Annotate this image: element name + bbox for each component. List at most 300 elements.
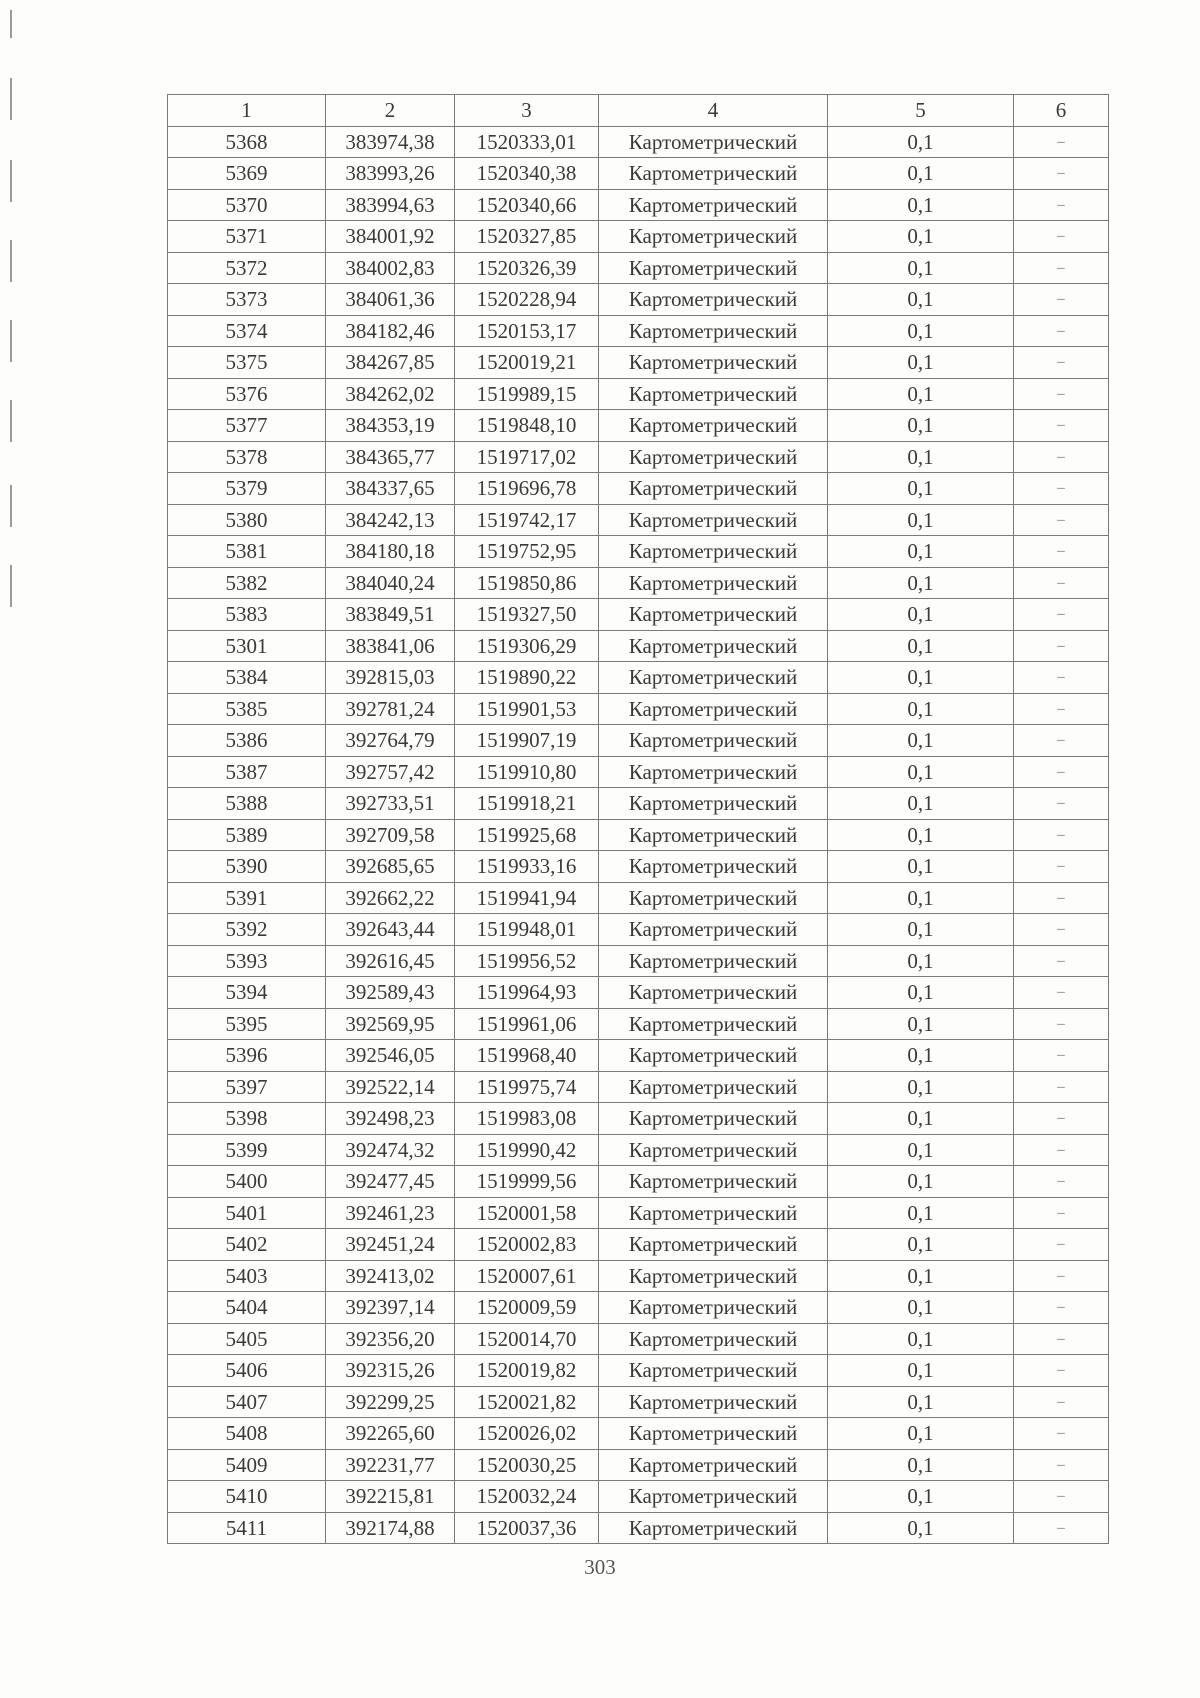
note-cell: –: [1014, 599, 1109, 631]
table-row: [168, 221, 1109, 253]
x-coordinate-cell: 392215,81: [326, 1481, 455, 1513]
method-cell: Картометрический: [599, 378, 828, 410]
table-row: [168, 315, 1109, 347]
accuracy-cell: 0,1: [828, 284, 1014, 316]
y-coordinate-cell: 1519948,01: [455, 914, 599, 946]
method-cell: Картометрический: [599, 126, 828, 158]
point-number-cell: 5403: [168, 1260, 326, 1292]
note-cell: –: [1014, 819, 1109, 851]
point-number-cell: 5392: [168, 914, 326, 946]
x-coordinate-cell: 384182,46: [326, 315, 455, 347]
x-coordinate-cell: 392781,24: [326, 693, 455, 725]
table-row: [168, 1008, 1109, 1040]
x-coordinate-cell: 392662,22: [326, 882, 455, 914]
method-cell: Картометрический: [599, 1481, 828, 1513]
point-number-cell: 5401: [168, 1197, 326, 1229]
table-row: [168, 1512, 1109, 1544]
y-coordinate-cell: 1519696,78: [455, 473, 599, 505]
point-number-cell: 5410: [168, 1481, 326, 1513]
point-number-cell: 5397: [168, 1071, 326, 1103]
x-coordinate-cell: 392498,23: [326, 1103, 455, 1135]
table-row: [168, 1071, 1109, 1103]
accuracy-cell: 0,1: [828, 315, 1014, 347]
point-number-cell: 5404: [168, 1292, 326, 1324]
accuracy-cell: 0,1: [828, 1071, 1014, 1103]
method-cell: Картометрический: [599, 158, 828, 190]
table-row: [168, 1418, 1109, 1450]
accuracy-cell: 0,1: [828, 1418, 1014, 1450]
x-coordinate-cell: 384001,92: [326, 221, 455, 253]
column-header: 2: [326, 95, 455, 127]
method-cell: Картометрический: [599, 945, 828, 977]
table-row: [168, 1386, 1109, 1418]
table-row: [168, 882, 1109, 914]
note-cell: –: [1014, 410, 1109, 442]
table-row: [168, 819, 1109, 851]
table-row: [168, 536, 1109, 568]
accuracy-cell: 0,1: [828, 1481, 1014, 1513]
accuracy-cell: 0,1: [828, 851, 1014, 883]
accuracy-cell: 0,1: [828, 819, 1014, 851]
x-coordinate-cell: 392474,32: [326, 1134, 455, 1166]
y-coordinate-cell: 1520340,38: [455, 158, 599, 190]
accuracy-cell: 0,1: [828, 126, 1014, 158]
accuracy-cell: 0,1: [828, 725, 1014, 757]
y-coordinate-cell: 1519752,95: [455, 536, 599, 568]
point-number-cell: 5406: [168, 1355, 326, 1387]
accuracy-cell: 0,1: [828, 473, 1014, 505]
method-cell: Картометрический: [599, 1071, 828, 1103]
note-cell: –: [1014, 504, 1109, 536]
accuracy-cell: 0,1: [828, 410, 1014, 442]
y-coordinate-cell: 1520021,82: [455, 1386, 599, 1418]
point-number-cell: 5395: [168, 1008, 326, 1040]
point-number-cell: 5396: [168, 1040, 326, 1072]
scan-edge-mark: [10, 160, 12, 202]
y-coordinate-cell: 1520007,61: [455, 1260, 599, 1292]
x-coordinate-cell: 392643,44: [326, 914, 455, 946]
table-row: [168, 378, 1109, 410]
y-coordinate-cell: 1519941,94: [455, 882, 599, 914]
point-number-cell: 5372: [168, 252, 326, 284]
accuracy-cell: 0,1: [828, 189, 1014, 221]
method-cell: Картометрический: [599, 189, 828, 221]
note-cell: –: [1014, 1166, 1109, 1198]
table-header-row: [168, 95, 1109, 127]
column-header: 5: [828, 95, 1014, 127]
y-coordinate-cell: 1519975,74: [455, 1071, 599, 1103]
point-number-cell: 5399: [168, 1134, 326, 1166]
method-cell: Картометрический: [599, 221, 828, 253]
method-cell: Картометрический: [599, 347, 828, 379]
note-cell: –: [1014, 630, 1109, 662]
page-number: 303: [584, 1555, 616, 1579]
point-number-cell: 5369: [168, 158, 326, 190]
x-coordinate-cell: 392815,03: [326, 662, 455, 694]
table-body: [168, 126, 1109, 1544]
accuracy-cell: 0,1: [828, 977, 1014, 1009]
point-number-cell: 5394: [168, 977, 326, 1009]
point-number-cell: 5400: [168, 1166, 326, 1198]
y-coordinate-cell: 1520340,66: [455, 189, 599, 221]
y-coordinate-cell: 1520019,21: [455, 347, 599, 379]
point-number-cell: 5385: [168, 693, 326, 725]
point-number-cell: 5398: [168, 1103, 326, 1135]
accuracy-cell: 0,1: [828, 378, 1014, 410]
point-number-cell: 5387: [168, 756, 326, 788]
point-number-cell: 5373: [168, 284, 326, 316]
accuracy-cell: 0,1: [828, 914, 1014, 946]
method-cell: Картометрический: [599, 1355, 828, 1387]
method-cell: Картометрический: [599, 410, 828, 442]
y-coordinate-cell: 1519848,10: [455, 410, 599, 442]
method-cell: Картометрический: [599, 1260, 828, 1292]
point-number-cell: 5381: [168, 536, 326, 568]
point-number-cell: 5383: [168, 599, 326, 631]
note-cell: –: [1014, 851, 1109, 883]
note-cell: –: [1014, 1260, 1109, 1292]
y-coordinate-cell: 1520030,25: [455, 1449, 599, 1481]
accuracy-cell: 0,1: [828, 1449, 1014, 1481]
point-number-cell: 5379: [168, 473, 326, 505]
table-row: [168, 599, 1109, 631]
y-coordinate-cell: 1520326,39: [455, 252, 599, 284]
point-number-cell: 5407: [168, 1386, 326, 1418]
x-coordinate-cell: 392569,95: [326, 1008, 455, 1040]
note-cell: –: [1014, 788, 1109, 820]
method-cell: Картометрический: [599, 1103, 828, 1135]
method-cell: Картометрический: [599, 914, 828, 946]
accuracy-cell: 0,1: [828, 1323, 1014, 1355]
method-cell: Картометрический: [599, 1134, 828, 1166]
note-cell: –: [1014, 1071, 1109, 1103]
y-coordinate-cell: 1519999,56: [455, 1166, 599, 1198]
y-coordinate-cell: 1519742,17: [455, 504, 599, 536]
method-cell: Картометрический: [599, 882, 828, 914]
column-header: 4: [599, 95, 828, 127]
table-row: [168, 914, 1109, 946]
x-coordinate-cell: 392413,02: [326, 1260, 455, 1292]
accuracy-cell: 0,1: [828, 1355, 1014, 1387]
x-coordinate-cell: 392451,24: [326, 1229, 455, 1261]
note-cell: –: [1014, 567, 1109, 599]
table-row: [168, 788, 1109, 820]
method-cell: Картометрический: [599, 788, 828, 820]
note-cell: –: [1014, 1418, 1109, 1450]
x-coordinate-cell: 392589,43: [326, 977, 455, 1009]
note-cell: –: [1014, 1292, 1109, 1324]
y-coordinate-cell: 1519933,16: [455, 851, 599, 883]
table-row: [168, 252, 1109, 284]
table-row: [168, 725, 1109, 757]
method-cell: Картометрический: [599, 1386, 828, 1418]
table-row: [168, 756, 1109, 788]
point-number-cell: 5384: [168, 662, 326, 694]
method-cell: Картометрический: [599, 1229, 828, 1261]
x-coordinate-cell: 384040,24: [326, 567, 455, 599]
column-header: 3: [455, 95, 599, 127]
note-cell: –: [1014, 252, 1109, 284]
table-row: [168, 1040, 1109, 1072]
note-cell: –: [1014, 882, 1109, 914]
note-cell: –: [1014, 1449, 1109, 1481]
table-row: [168, 945, 1109, 977]
accuracy-cell: 0,1: [828, 1008, 1014, 1040]
x-coordinate-cell: 384242,13: [326, 504, 455, 536]
y-coordinate-cell: 1519968,40: [455, 1040, 599, 1072]
y-coordinate-cell: 1519327,50: [455, 599, 599, 631]
x-coordinate-cell: 392757,42: [326, 756, 455, 788]
table-row: [168, 630, 1109, 662]
point-number-cell: 5389: [168, 819, 326, 851]
accuracy-cell: 0,1: [828, 221, 1014, 253]
method-cell: Картометрический: [599, 1449, 828, 1481]
y-coordinate-cell: 1519983,08: [455, 1103, 599, 1135]
point-number-cell: 5370: [168, 189, 326, 221]
y-coordinate-cell: 1519907,19: [455, 725, 599, 757]
x-coordinate-cell: 384180,18: [326, 536, 455, 568]
scan-edge-mark: [10, 10, 12, 38]
scan-edge-mark: [10, 320, 12, 362]
x-coordinate-cell: 392265,60: [326, 1418, 455, 1450]
scan-edge-mark: [10, 485, 12, 527]
note-cell: –: [1014, 1355, 1109, 1387]
y-coordinate-cell: 1519901,53: [455, 693, 599, 725]
table-row: [168, 693, 1109, 725]
x-coordinate-cell: 384262,02: [326, 378, 455, 410]
point-number-cell: 5371: [168, 221, 326, 253]
method-cell: Картометрический: [599, 756, 828, 788]
scan-edge-mark: [10, 400, 12, 442]
method-cell: Картометрический: [599, 662, 828, 694]
y-coordinate-cell: 1520002,83: [455, 1229, 599, 1261]
accuracy-cell: 0,1: [828, 536, 1014, 568]
table-row: [168, 189, 1109, 221]
point-number-cell: 5301: [168, 630, 326, 662]
y-coordinate-cell: 1519850,86: [455, 567, 599, 599]
method-cell: Картометрический: [599, 1292, 828, 1324]
method-cell: Картометрический: [599, 819, 828, 851]
point-number-cell: 5391: [168, 882, 326, 914]
note-cell: –: [1014, 977, 1109, 1009]
y-coordinate-cell: 1520032,24: [455, 1481, 599, 1513]
y-coordinate-cell: 1520333,01: [455, 126, 599, 158]
x-coordinate-cell: 392174,88: [326, 1512, 455, 1544]
table-row: [168, 441, 1109, 473]
y-coordinate-cell: 1519989,15: [455, 378, 599, 410]
accuracy-cell: 0,1: [828, 252, 1014, 284]
method-cell: Картометрический: [599, 1040, 828, 1072]
note-cell: –: [1014, 693, 1109, 725]
table-row: [168, 851, 1109, 883]
x-coordinate-cell: 384267,85: [326, 347, 455, 379]
table-row: [168, 410, 1109, 442]
note-cell: –: [1014, 536, 1109, 568]
note-cell: –: [1014, 756, 1109, 788]
point-number-cell: 5374: [168, 315, 326, 347]
point-number-cell: 5377: [168, 410, 326, 442]
x-coordinate-cell: 392356,20: [326, 1323, 455, 1355]
method-cell: Картометрический: [599, 1512, 828, 1544]
x-coordinate-cell: 392477,45: [326, 1166, 455, 1198]
point-number-cell: 5405: [168, 1323, 326, 1355]
method-cell: Картометрический: [599, 851, 828, 883]
accuracy-cell: 0,1: [828, 662, 1014, 694]
y-coordinate-cell: 1520228,94: [455, 284, 599, 316]
method-cell: Картометрический: [599, 504, 828, 536]
point-number-cell: 5390: [168, 851, 326, 883]
point-number-cell: 5376: [168, 378, 326, 410]
note-cell: –: [1014, 284, 1109, 316]
method-cell: Картометрический: [599, 441, 828, 473]
x-coordinate-cell: 392733,51: [326, 788, 455, 820]
y-coordinate-cell: 1520026,02: [455, 1418, 599, 1450]
accuracy-cell: 0,1: [828, 1134, 1014, 1166]
x-coordinate-cell: 384002,83: [326, 252, 455, 284]
accuracy-cell: 0,1: [828, 756, 1014, 788]
point-number-cell: 5382: [168, 567, 326, 599]
note-cell: –: [1014, 378, 1109, 410]
table-row: [168, 1103, 1109, 1135]
column-header: 1: [168, 95, 326, 127]
accuracy-cell: 0,1: [828, 567, 1014, 599]
note-cell: –: [1014, 441, 1109, 473]
table-row: [168, 347, 1109, 379]
method-cell: Картометрический: [599, 1418, 828, 1450]
method-cell: Картометрический: [599, 1166, 828, 1198]
method-cell: Картометрический: [599, 1008, 828, 1040]
note-cell: –: [1014, 315, 1109, 347]
note-cell: –: [1014, 1229, 1109, 1261]
accuracy-cell: 0,1: [828, 945, 1014, 977]
method-cell: Картометрический: [599, 252, 828, 284]
y-coordinate-cell: 1519890,22: [455, 662, 599, 694]
table-row: [168, 1449, 1109, 1481]
scan-edge-mark: [10, 565, 12, 607]
x-coordinate-cell: 392709,58: [326, 819, 455, 851]
method-cell: Картометрический: [599, 284, 828, 316]
note-cell: –: [1014, 914, 1109, 946]
note-cell: –: [1014, 473, 1109, 505]
accuracy-cell: 0,1: [828, 158, 1014, 190]
x-coordinate-cell: 384365,77: [326, 441, 455, 473]
table-row: [168, 1292, 1109, 1324]
table-row: [168, 1355, 1109, 1387]
note-cell: –: [1014, 347, 1109, 379]
x-coordinate-cell: 392461,23: [326, 1197, 455, 1229]
point-number-cell: 5393: [168, 945, 326, 977]
method-cell: Картометрический: [599, 315, 828, 347]
note-cell: –: [1014, 126, 1109, 158]
method-cell: Картометрический: [599, 536, 828, 568]
method-cell: Картометрический: [599, 599, 828, 631]
table-row: [168, 662, 1109, 694]
accuracy-cell: 0,1: [828, 788, 1014, 820]
accuracy-cell: 0,1: [828, 1103, 1014, 1135]
table-row: [168, 1481, 1109, 1513]
scan-edge-mark: [10, 78, 12, 120]
point-number-cell: 5375: [168, 347, 326, 379]
y-coordinate-cell: 1520019,82: [455, 1355, 599, 1387]
accuracy-cell: 0,1: [828, 1166, 1014, 1198]
point-number-cell: 5409: [168, 1449, 326, 1481]
note-cell: –: [1014, 1008, 1109, 1040]
note-cell: –: [1014, 1197, 1109, 1229]
point-number-cell: 5408: [168, 1418, 326, 1450]
accuracy-cell: 0,1: [828, 882, 1014, 914]
y-coordinate-cell: 1519717,02: [455, 441, 599, 473]
y-coordinate-cell: 1519306,29: [455, 630, 599, 662]
y-coordinate-cell: 1520037,36: [455, 1512, 599, 1544]
x-coordinate-cell: 383849,51: [326, 599, 455, 631]
accuracy-cell: 0,1: [828, 1386, 1014, 1418]
y-coordinate-cell: 1520001,58: [455, 1197, 599, 1229]
y-coordinate-cell: 1519910,80: [455, 756, 599, 788]
method-cell: Картометрический: [599, 630, 828, 662]
table-row: [168, 158, 1109, 190]
y-coordinate-cell: 1520009,59: [455, 1292, 599, 1324]
method-cell: Картометрический: [599, 473, 828, 505]
method-cell: Картометрический: [599, 1197, 828, 1229]
x-coordinate-cell: 383841,06: [326, 630, 455, 662]
table-row: [168, 1134, 1109, 1166]
note-cell: –: [1014, 1134, 1109, 1166]
x-coordinate-cell: 392764,79: [326, 725, 455, 757]
accuracy-cell: 0,1: [828, 1292, 1014, 1324]
y-coordinate-cell: 1520153,17: [455, 315, 599, 347]
accuracy-cell: 0,1: [828, 1197, 1014, 1229]
x-coordinate-cell: 392315,26: [326, 1355, 455, 1387]
x-coordinate-cell: 392685,65: [326, 851, 455, 883]
accuracy-cell: 0,1: [828, 347, 1014, 379]
note-cell: –: [1014, 725, 1109, 757]
point-number-cell: 5368: [168, 126, 326, 158]
x-coordinate-cell: 392546,05: [326, 1040, 455, 1072]
note-cell: –: [1014, 1386, 1109, 1418]
table-row: [168, 1260, 1109, 1292]
point-number-cell: 5402: [168, 1229, 326, 1261]
y-coordinate-cell: 1520014,70: [455, 1323, 599, 1355]
method-cell: Картометрический: [599, 567, 828, 599]
x-coordinate-cell: 392299,25: [326, 1386, 455, 1418]
x-coordinate-cell: 384353,19: [326, 410, 455, 442]
table-row: [168, 977, 1109, 1009]
point-number-cell: 5411: [168, 1512, 326, 1544]
accuracy-cell: 0,1: [828, 504, 1014, 536]
y-coordinate-cell: 1519990,42: [455, 1134, 599, 1166]
point-number-cell: 5388: [168, 788, 326, 820]
accuracy-cell: 0,1: [828, 441, 1014, 473]
note-cell: –: [1014, 1323, 1109, 1355]
method-cell: Картометрический: [599, 1323, 828, 1355]
table-row: [168, 473, 1109, 505]
y-coordinate-cell: 1519961,06: [455, 1008, 599, 1040]
x-coordinate-cell: 392522,14: [326, 1071, 455, 1103]
table-row: [168, 1197, 1109, 1229]
accuracy-cell: 0,1: [828, 1229, 1014, 1261]
note-cell: –: [1014, 1512, 1109, 1544]
note-cell: –: [1014, 662, 1109, 694]
x-coordinate-cell: 383974,38: [326, 126, 455, 158]
method-cell: Картометрический: [599, 977, 828, 1009]
table-row: [168, 1323, 1109, 1355]
table-row: [168, 1166, 1109, 1198]
accuracy-cell: 0,1: [828, 630, 1014, 662]
accuracy-cell: 0,1: [828, 693, 1014, 725]
table-row: [168, 1229, 1109, 1261]
table-row: [168, 126, 1109, 158]
table-row: [168, 284, 1109, 316]
